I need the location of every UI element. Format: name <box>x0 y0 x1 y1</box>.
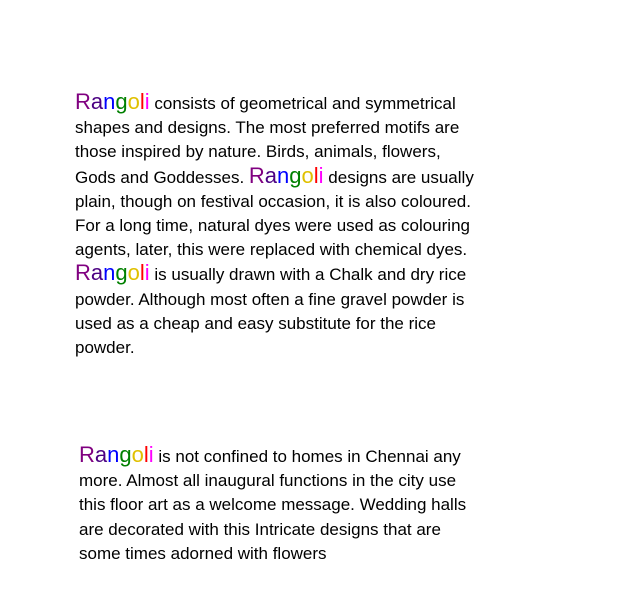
text-line: this floor art as a welcome message. Wedding halls <box>79 495 467 515</box>
brand-letter: g <box>289 162 302 188</box>
text-line: plain, though on festival occasion, it is also coloured. <box>75 191 471 211</box>
brand-letter: o <box>127 260 140 286</box>
paragraph-rangoli-description <box>75 91 555 360</box>
brand-letter: i <box>144 89 150 114</box>
paragraph-rangoli-chennai <box>79 444 549 566</box>
brand-letter: l <box>143 442 149 467</box>
text-line: Rangoli consists of geometrical and symmetrical <box>75 89 456 114</box>
rangoli-brand-word <box>75 89 150 114</box>
brand-letter: g <box>119 442 132 467</box>
brand-letter: g <box>115 260 128 286</box>
text-line: more. Almost all inaugural functions in the city use <box>79 471 457 491</box>
text-line: Rangoli is not confined to homes in Chennai any <box>79 442 461 467</box>
text-line: are decorated with this Intricate designs that are <box>79 519 441 539</box>
text-line: used as a cheap and easy substitute for the rice <box>75 313 437 333</box>
brand-letter: n <box>103 260 116 286</box>
brand-letter: n <box>107 442 120 467</box>
brand-letter: R <box>248 162 265 188</box>
text-line: agents, later, this were replaced with chemical dyes. <box>75 240 468 260</box>
text-line: those inspired by nature. Birds, animals, flowers, <box>75 142 441 162</box>
brand-letter: i <box>148 442 154 467</box>
brand-letter: i <box>318 162 324 188</box>
text-line: shapes and designs. The most preferred motifs are <box>75 118 460 138</box>
brand-letter: g <box>115 89 128 114</box>
text-line: For a long time, natural dyes were used as colouring <box>75 216 470 236</box>
text-line: Gods and Goddesses. Rangoli designs are usually <box>75 162 474 188</box>
rangoli-brand-word <box>79 442 154 467</box>
brand-letter: n <box>103 89 116 114</box>
text-line: powder. <box>75 338 135 358</box>
text-line: powder. Although most often a fine gravel powder is <box>75 289 465 309</box>
brand-letter: R <box>75 89 91 114</box>
rangoli-brand-word <box>75 260 150 285</box>
brand-letter: l <box>139 260 145 286</box>
text-line: Rangoli is usually drawn with a Chalk and dry rice <box>75 260 467 286</box>
rangoli-brand-word <box>249 163 324 188</box>
brand-letter: o <box>301 162 314 188</box>
brand-letter: n <box>277 162 290 188</box>
brand-letter: i <box>144 260 150 286</box>
brand-letter: a <box>90 260 104 286</box>
brand-letter: o <box>127 89 140 114</box>
brand-letter: l <box>139 89 145 114</box>
brand-letter: o <box>131 442 144 467</box>
text-line: some times adorned with flowers <box>79 543 327 563</box>
brand-letter: l <box>313 162 319 188</box>
brand-letter: R <box>79 442 95 467</box>
brand-letter: R <box>75 260 91 286</box>
brand-letter: a <box>90 89 104 114</box>
brand-letter: a <box>264 162 278 188</box>
brand-letter: a <box>94 442 108 467</box>
